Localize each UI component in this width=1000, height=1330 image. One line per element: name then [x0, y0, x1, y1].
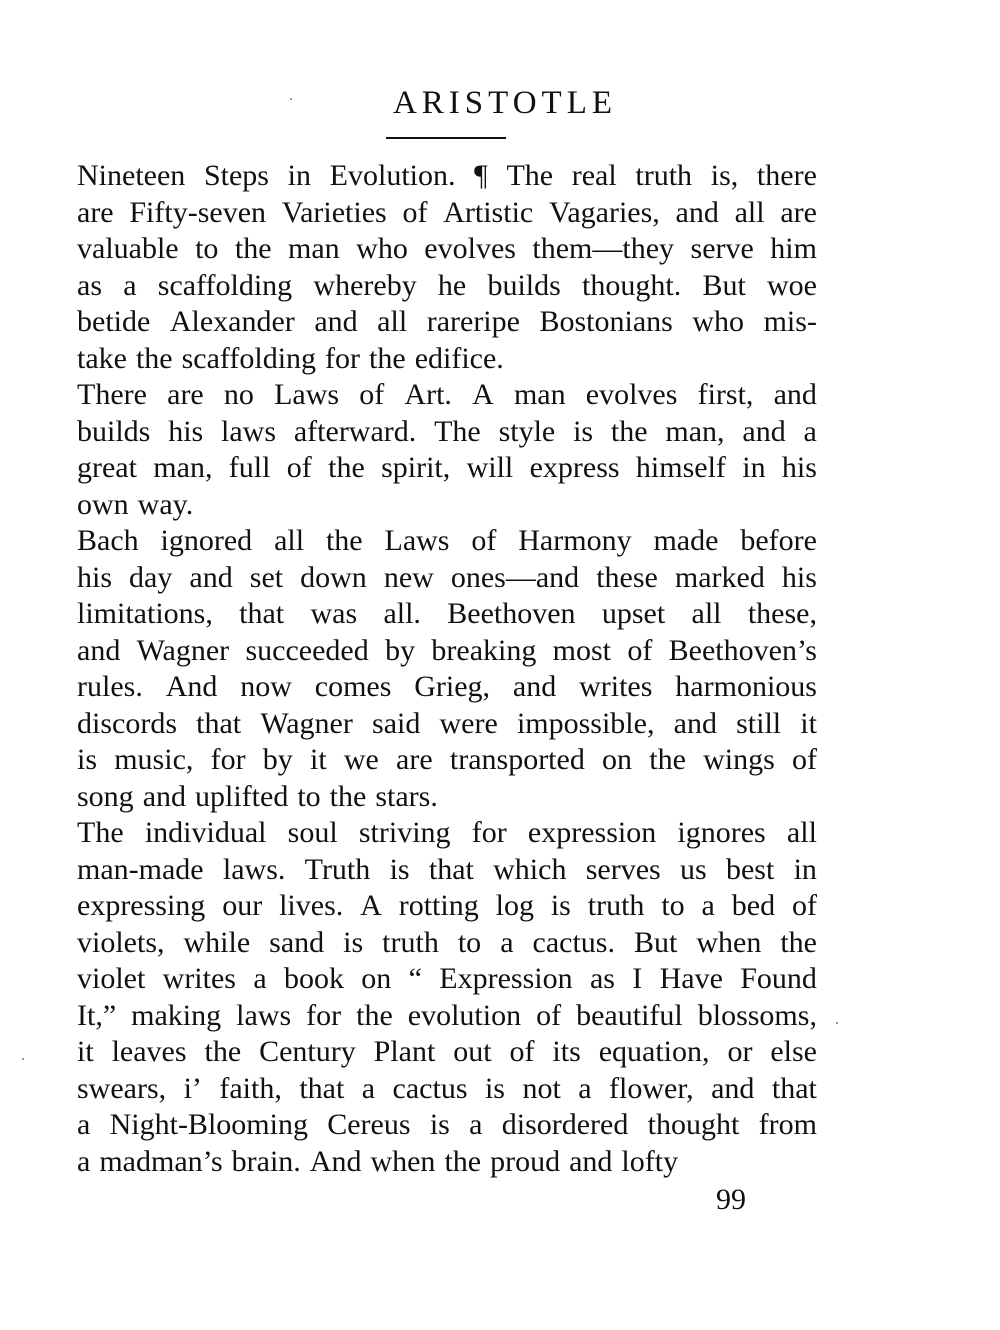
margin-speck	[836, 1022, 838, 1024]
text-line: betide Alexander and all rareripe Bostonians who mis-	[77, 305, 817, 338]
text-line: a Night-Blooming Cereus is a disordered thought from	[77, 1108, 817, 1141]
text-line: discords that Wagner said were impossible, and still it	[77, 706, 817, 740]
text-line: are Fifty-seven Varieties of Artistic Vagaries, and all are	[77, 195, 817, 229]
text-line: great man, full of the spirit, will express himself in his	[77, 451, 817, 484]
text-line: Nineteen Steps in Evolution. ¶ The real truth is, there	[77, 159, 817, 192]
text-line: limitations, that was all. Beethoven upset all these,	[77, 597, 817, 630]
text-line: song and uplifted to the stars.	[77, 779, 438, 813]
text-line: swears, i’ faith, that a cactus is not a flower, and that	[77, 1071, 817, 1105]
text-line: rules. And now comes Grieg, and writes harmonious	[77, 670, 817, 703]
text-line: builds his laws afterward. The style is the man, and a	[77, 414, 817, 448]
text-line: is music, for by it we are transported on the wings of	[77, 743, 817, 776]
text-line: man-made laws. Truth is that which serves us best in	[77, 852, 817, 886]
body-text	[77, 158, 817, 1180]
text-line: it leaves the Century Plant out of its equation, or else	[77, 1035, 817, 1068]
running-head: ARISTOTLE	[392, 85, 618, 121]
text-line: as a scaffolding whereby he builds thought. But woe	[77, 268, 817, 302]
text-line: own way.	[77, 487, 194, 521]
text-line: expressing our lives. A rotting log is truth to a bed of	[77, 889, 817, 922]
page-number: 99	[716, 1183, 746, 1216]
text-line: valuable to the man who evolves them—they serve him	[77, 232, 817, 265]
text-line: There are no Laws of Art. A man evolves first, and	[77, 378, 817, 411]
margin-speck	[290, 98, 292, 100]
text-line: a madman’s brain. And when the proud and lofty	[77, 1144, 679, 1178]
text-line: violets, while sand is truth to a cactus. But when the	[77, 925, 817, 959]
text-line: The individual soul striving for expression ignores all	[77, 816, 817, 849]
text-line: his day and set down new ones—and these marked his	[77, 560, 817, 594]
title-rule	[386, 137, 506, 139]
text-line: Bach ignored all the Laws of Harmony made before	[77, 524, 817, 557]
text-line: and Wagner succeeded by breaking most of Beethoven’s	[77, 633, 817, 667]
text-line: It,” making laws for the evolution of beautiful blossoms,	[77, 998, 817, 1032]
text-line: take the scaffolding for the edifice.	[77, 341, 504, 375]
text-line: violet writes a book on “ Expression as I Have Found	[77, 962, 817, 995]
margin-speck	[22, 1058, 24, 1060]
